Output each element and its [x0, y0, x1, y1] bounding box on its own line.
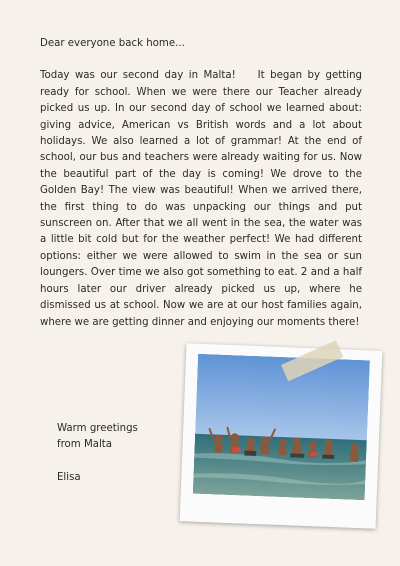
letter-body: Today was our second day in Malta! It began by getting ready for school. When we were there our Teacher already picked us up. In our second day of school we learned about: giving advice, American vs British words and a lot about holidays. We also learned a lot of grammar! At the end of school, our bus and teachers were already waiting for us. Now the beautiful part of the day is coming! We drove to the Golden Bay! The view was beautiful! When we arrived there, the first thing to do was unpacking our things and put sunscreen on. After that we all went in the sea, the water was a little bit cold but for the weather perfect! We had different options: either we were allowed to swim in the sea or sun loungers. Over time we also got something to eat. 2 and a half hours later our driver already picked us up, where he dismissed us at school. Now we are at our host families again, where we are getting dinner and enjoying our moments there! — [40, 70, 366, 328]
letter-greeting: Dear everyone back home... — [40, 38, 185, 49]
letter-closing — [57, 421, 138, 486]
beach-photo — [193, 354, 370, 500]
closing-line-1: Warm greetings — [57, 423, 138, 434]
letter — [40, 36, 366, 331]
closing-line-2: from Malta — [57, 439, 113, 451]
polaroid-photo — [180, 343, 383, 528]
signature: Elisa — [57, 471, 81, 483]
